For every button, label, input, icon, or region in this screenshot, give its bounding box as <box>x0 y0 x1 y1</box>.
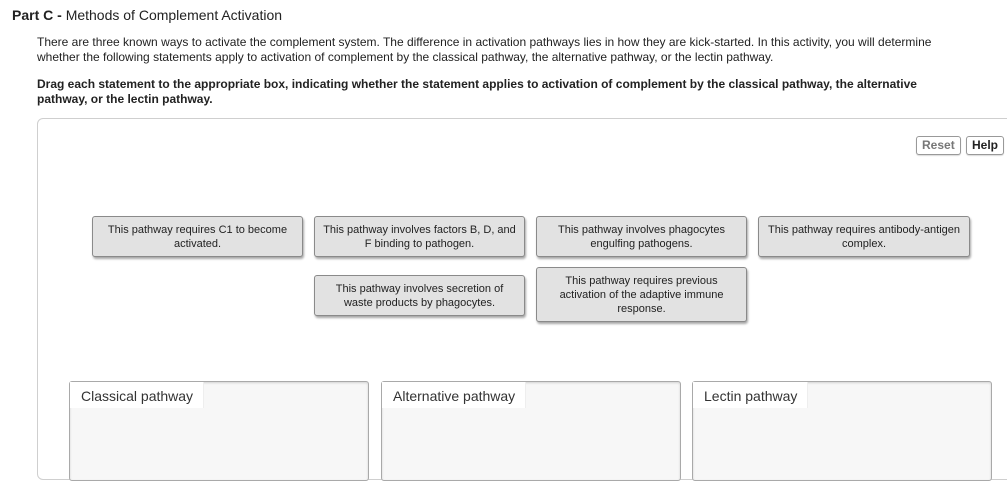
part-title-text: Methods of Complement Activation <box>65 7 283 23</box>
statement-tile-factors-bdf[interactable]: This pathway involves factors B, D, and F binding to pathogen. <box>314 216 525 257</box>
help-button[interactable]: Help <box>966 136 1004 155</box>
drop-zone-alternative[interactable] <box>381 381 681 481</box>
instruction-text: Drag each statement to the appropriate box, indicating whether the statement applies to activation of complement by the classical pathway, the alternative pathway, or the lectin pathway. <box>37 77 917 106</box>
drop-zone-lectin[interactable] <box>692 381 992 481</box>
reset-button[interactable]: Reset <box>916 136 961 155</box>
statement-tile-antibody-antigen[interactable]: This pathway requires antibody-antigen complex. <box>758 216 970 257</box>
statement-tile-waste-secretion[interactable]: This pathway involves secretion of waste products by phagocytes. <box>314 275 525 316</box>
drop-zone-classical[interactable] <box>69 381 369 481</box>
drop-zone-label: Alternative pathway <box>382 382 526 408</box>
drop-zone-label: Classical pathway <box>70 382 204 408</box>
drop-zone-label: Lectin pathway <box>693 382 808 408</box>
part-title <box>12 7 282 23</box>
part-label: Part C - <box>12 7 62 23</box>
statement-tile-c1[interactable]: This pathway requires C1 to become activated. <box>92 216 303 257</box>
intro-text: There are three known ways to activate the complement system. The difference in activation pathways lies in how they are kick-started. In this activity, you will determine whether the following statements apply to activation of complement by the classical pathway, the alternative pathway, or the lectin pathway. <box>37 35 932 64</box>
statement-tile-phagocytes-engulfing[interactable]: This pathway involves phagocytes engulfing pathogens. <box>536 216 747 257</box>
statement-tile-adaptive-immune[interactable]: This pathway requires previous activation of the adaptive immune response. <box>536 267 747 322</box>
